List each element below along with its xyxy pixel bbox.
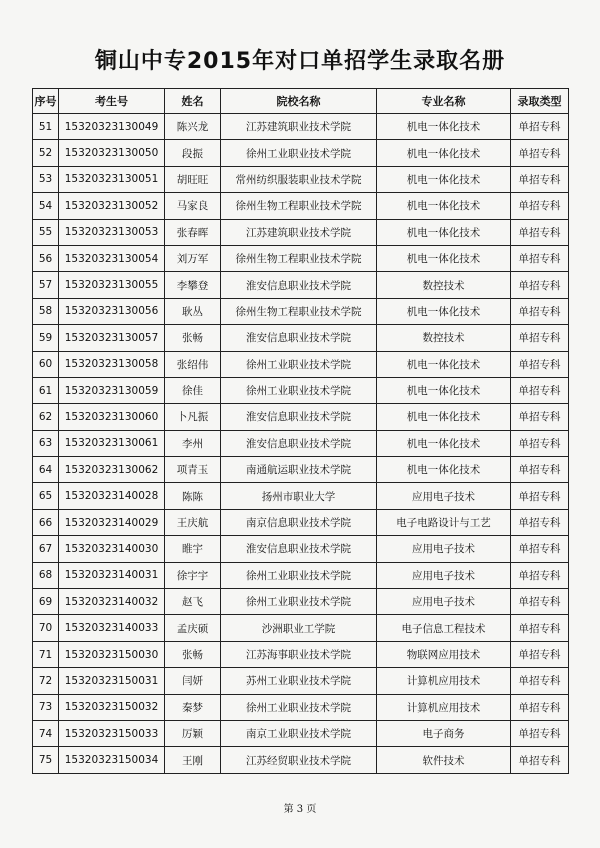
table-row bbox=[33, 245, 569, 271]
cell-school: 南通航运职业技术学院 bbox=[221, 457, 377, 483]
cell-major: 电子电路设计与工艺 bbox=[377, 509, 511, 535]
cell-name: 厉颖 bbox=[165, 720, 221, 746]
cell-exam-no: 15320323130060 bbox=[59, 404, 165, 430]
cell-exam-no: 15320323130053 bbox=[59, 219, 165, 245]
cell-exam-no: 15320323130061 bbox=[59, 430, 165, 456]
cell-type: 单招专科 bbox=[511, 325, 569, 351]
table-row bbox=[33, 114, 569, 140]
cell-seq: 66 bbox=[33, 509, 59, 535]
table-row bbox=[33, 272, 569, 298]
cell-school: 徐州工业职业技术学院 bbox=[221, 589, 377, 615]
cell-name: 项青玉 bbox=[165, 457, 221, 483]
cell-school: 淮安信息职业技术学院 bbox=[221, 325, 377, 351]
cell-major: 机电一体化技术 bbox=[377, 430, 511, 456]
table-row bbox=[33, 536, 569, 562]
cell-exam-no: 15320323130055 bbox=[59, 272, 165, 298]
cell-seq: 74 bbox=[33, 720, 59, 746]
cell-school: 江苏建筑职业技术学院 bbox=[221, 219, 377, 245]
cell-exam-no: 15320323140030 bbox=[59, 536, 165, 562]
cell-name: 李州 bbox=[165, 430, 221, 456]
table-row bbox=[33, 668, 569, 694]
table-row bbox=[33, 298, 569, 324]
cell-major: 数控技术 bbox=[377, 325, 511, 351]
page-title: 铜山中专2015年对口单招学生录取名册 bbox=[94, 49, 506, 74]
cell-school: 常州纺织服装职业技术学院 bbox=[221, 166, 377, 192]
cell-school: 淮安信息职业技术学院 bbox=[221, 272, 377, 298]
cell-school: 徐州工业职业技术学院 bbox=[221, 351, 377, 377]
table-row bbox=[33, 219, 569, 245]
cell-school: 徐州生物工程职业技术学院 bbox=[221, 298, 377, 324]
cell-seq: 65 bbox=[33, 483, 59, 509]
table-row bbox=[33, 641, 569, 667]
cell-school: 南京工业职业技术学院 bbox=[221, 720, 377, 746]
cell-name: 段振 bbox=[165, 140, 221, 166]
cell-name: 耿丛 bbox=[165, 298, 221, 324]
cell-major: 机电一体化技术 bbox=[377, 114, 511, 140]
cell-major: 计算机应用技术 bbox=[377, 694, 511, 720]
cell-type: 单招专科 bbox=[511, 720, 569, 746]
cell-school: 淮安信息职业技术学院 bbox=[221, 536, 377, 562]
cell-exam-no: 15320323130051 bbox=[59, 166, 165, 192]
cell-seq: 75 bbox=[33, 747, 59, 773]
col-header-school: 院校名称 bbox=[221, 89, 377, 114]
cell-exam-no: 15320323150033 bbox=[59, 720, 165, 746]
cell-seq: 71 bbox=[33, 641, 59, 667]
table-row bbox=[33, 404, 569, 430]
col-header-type: 录取类型 bbox=[511, 89, 569, 114]
cell-type: 单招专科 bbox=[511, 430, 569, 456]
cell-seq: 52 bbox=[33, 140, 59, 166]
cell-major: 机电一体化技术 bbox=[377, 219, 511, 245]
cell-major: 数控技术 bbox=[377, 272, 511, 298]
table-row bbox=[33, 351, 569, 377]
cell-exam-no: 15320323150032 bbox=[59, 694, 165, 720]
cell-name: 陈兴龙 bbox=[165, 114, 221, 140]
cell-type: 单招专科 bbox=[511, 668, 569, 694]
table-row bbox=[33, 457, 569, 483]
cell-seq: 61 bbox=[33, 377, 59, 403]
cell-name: 张畅 bbox=[165, 641, 221, 667]
cell-seq: 62 bbox=[33, 404, 59, 430]
cell-exam-no: 15320323150034 bbox=[59, 747, 165, 773]
cell-school: 淮安信息职业技术学院 bbox=[221, 404, 377, 430]
cell-type: 单招专科 bbox=[511, 377, 569, 403]
cell-seq: 73 bbox=[33, 694, 59, 720]
col-header-name: 姓名 bbox=[165, 89, 221, 114]
cell-exam-no: 15320323130054 bbox=[59, 245, 165, 271]
cell-seq: 57 bbox=[33, 272, 59, 298]
cell-name: 徐宇宇 bbox=[165, 562, 221, 588]
table-row bbox=[33, 377, 569, 403]
col-header-major: 专业名称 bbox=[377, 89, 511, 114]
cell-name: 李攀登 bbox=[165, 272, 221, 298]
cell-school: 苏州工业职业技术学院 bbox=[221, 668, 377, 694]
cell-school: 徐州工业职业技术学院 bbox=[221, 694, 377, 720]
cell-exam-no: 15320323130058 bbox=[59, 351, 165, 377]
admission-table bbox=[32, 88, 569, 774]
cell-type: 单招专科 bbox=[511, 298, 569, 324]
cell-major: 应用电子技术 bbox=[377, 589, 511, 615]
cell-seq: 51 bbox=[33, 114, 59, 140]
cell-type: 单招专科 bbox=[511, 140, 569, 166]
table-row bbox=[33, 720, 569, 746]
table-row bbox=[33, 166, 569, 192]
cell-type: 单招专科 bbox=[511, 219, 569, 245]
cell-school: 徐州生物工程职业技术学院 bbox=[221, 245, 377, 271]
cell-name: 陈陈 bbox=[165, 483, 221, 509]
cell-seq: 53 bbox=[33, 166, 59, 192]
cell-school: 徐州工业职业技术学院 bbox=[221, 377, 377, 403]
table-row bbox=[33, 562, 569, 588]
cell-name: 马家良 bbox=[165, 193, 221, 219]
table-row bbox=[33, 747, 569, 773]
cell-school: 徐州工业职业技术学院 bbox=[221, 140, 377, 166]
cell-major: 应用电子技术 bbox=[377, 562, 511, 588]
cell-seq: 68 bbox=[33, 562, 59, 588]
cell-exam-no: 15320323140028 bbox=[59, 483, 165, 509]
cell-exam-no: 15320323130056 bbox=[59, 298, 165, 324]
cell-seq: 60 bbox=[33, 351, 59, 377]
cell-seq: 63 bbox=[33, 430, 59, 456]
table-row bbox=[33, 589, 569, 615]
cell-major: 应用电子技术 bbox=[377, 483, 511, 509]
cell-major: 机电一体化技术 bbox=[377, 140, 511, 166]
cell-exam-no: 15320323130059 bbox=[59, 377, 165, 403]
cell-type: 单招专科 bbox=[511, 245, 569, 271]
cell-name: 王庆航 bbox=[165, 509, 221, 535]
cell-type: 单招专科 bbox=[511, 193, 569, 219]
cell-seq: 70 bbox=[33, 615, 59, 641]
cell-seq: 59 bbox=[33, 325, 59, 351]
cell-school: 江苏经贸职业技术学院 bbox=[221, 747, 377, 773]
cell-type: 单招专科 bbox=[511, 509, 569, 535]
cell-school: 扬州市职业大学 bbox=[221, 483, 377, 509]
cell-type: 单招专科 bbox=[511, 351, 569, 377]
cell-exam-no: 15320323140032 bbox=[59, 589, 165, 615]
cell-school: 徐州生物工程职业技术学院 bbox=[221, 193, 377, 219]
cell-major: 物联网应用技术 bbox=[377, 641, 511, 667]
cell-exam-no: 15320323130049 bbox=[59, 114, 165, 140]
cell-major: 软件技术 bbox=[377, 747, 511, 773]
cell-exam-no: 15320323150030 bbox=[59, 641, 165, 667]
cell-name: 张畅 bbox=[165, 325, 221, 351]
cell-type: 单招专科 bbox=[511, 615, 569, 641]
cell-name: 闫妍 bbox=[165, 668, 221, 694]
cell-major: 电子信息工程技术 bbox=[377, 615, 511, 641]
cell-type: 单招专科 bbox=[511, 562, 569, 588]
cell-name: 秦梦 bbox=[165, 694, 221, 720]
cell-type: 单招专科 bbox=[511, 114, 569, 140]
cell-major: 电子商务 bbox=[377, 720, 511, 746]
cell-name: 徐佳 bbox=[165, 377, 221, 403]
table-header-row bbox=[33, 89, 569, 114]
cell-major: 机电一体化技术 bbox=[377, 404, 511, 430]
cell-exam-no: 15320323130050 bbox=[59, 140, 165, 166]
cell-school: 江苏海事职业技术学院 bbox=[221, 641, 377, 667]
cell-name: 孟庆硕 bbox=[165, 615, 221, 641]
table-row bbox=[33, 694, 569, 720]
cell-seq: 56 bbox=[33, 245, 59, 271]
cell-type: 单招专科 bbox=[511, 166, 569, 192]
table-row bbox=[33, 430, 569, 456]
cell-exam-no: 15320323130057 bbox=[59, 325, 165, 351]
cell-type: 单招专科 bbox=[511, 589, 569, 615]
table-row bbox=[33, 193, 569, 219]
cell-major: 机电一体化技术 bbox=[377, 351, 511, 377]
cell-seq: 64 bbox=[33, 457, 59, 483]
cell-name: 王刚 bbox=[165, 747, 221, 773]
table-row bbox=[33, 615, 569, 641]
cell-exam-no: 15320323140029 bbox=[59, 509, 165, 535]
cell-seq: 67 bbox=[33, 536, 59, 562]
cell-exam-no: 15320323150031 bbox=[59, 668, 165, 694]
cell-major: 应用电子技术 bbox=[377, 536, 511, 562]
cell-type: 单招专科 bbox=[511, 536, 569, 562]
cell-type: 单招专科 bbox=[511, 747, 569, 773]
cell-name: 卜凡振 bbox=[165, 404, 221, 430]
cell-school: 徐州工业职业技术学院 bbox=[221, 562, 377, 588]
cell-type: 单招专科 bbox=[511, 641, 569, 667]
cell-major: 机电一体化技术 bbox=[377, 193, 511, 219]
cell-type: 单招专科 bbox=[511, 457, 569, 483]
cell-type: 单招专科 bbox=[511, 483, 569, 509]
cell-name: 刘万军 bbox=[165, 245, 221, 271]
cell-seq: 69 bbox=[33, 589, 59, 615]
cell-exam-no: 15320323130052 bbox=[59, 193, 165, 219]
cell-name: 赵飞 bbox=[165, 589, 221, 615]
cell-major: 机电一体化技术 bbox=[377, 166, 511, 192]
table-row bbox=[33, 140, 569, 166]
cell-name: 胡旺旺 bbox=[165, 166, 221, 192]
table-row bbox=[33, 509, 569, 535]
cell-exam-no: 15320323140033 bbox=[59, 615, 165, 641]
cell-name: 张绍伟 bbox=[165, 351, 221, 377]
cell-major: 机电一体化技术 bbox=[377, 377, 511, 403]
table-row bbox=[33, 483, 569, 509]
cell-major: 机电一体化技术 bbox=[377, 457, 511, 483]
cell-school: 沙洲职业工学院 bbox=[221, 615, 377, 641]
cell-major: 机电一体化技术 bbox=[377, 245, 511, 271]
cell-major: 机电一体化技术 bbox=[377, 298, 511, 324]
cell-major: 计算机应用技术 bbox=[377, 668, 511, 694]
cell-seq: 58 bbox=[33, 298, 59, 324]
page-number: 第 3 页 bbox=[283, 804, 317, 815]
cell-school: 江苏建筑职业技术学院 bbox=[221, 114, 377, 140]
cell-type: 单招专科 bbox=[511, 272, 569, 298]
cell-seq: 72 bbox=[33, 668, 59, 694]
cell-type: 单招专科 bbox=[511, 694, 569, 720]
cell-name: 睢宇 bbox=[165, 536, 221, 562]
cell-school: 淮安信息职业技术学院 bbox=[221, 430, 377, 456]
cell-name: 张春晖 bbox=[165, 219, 221, 245]
cell-exam-no: 15320323130062 bbox=[59, 457, 165, 483]
cell-seq: 55 bbox=[33, 219, 59, 245]
col-header-exam-no: 考生号 bbox=[59, 89, 165, 114]
cell-school: 南京信息职业技术学院 bbox=[221, 509, 377, 535]
cell-seq: 54 bbox=[33, 193, 59, 219]
table-row bbox=[33, 325, 569, 351]
cell-exam-no: 15320323140031 bbox=[59, 562, 165, 588]
cell-type: 单招专科 bbox=[511, 404, 569, 430]
col-header-seq: 序号 bbox=[33, 89, 59, 114]
